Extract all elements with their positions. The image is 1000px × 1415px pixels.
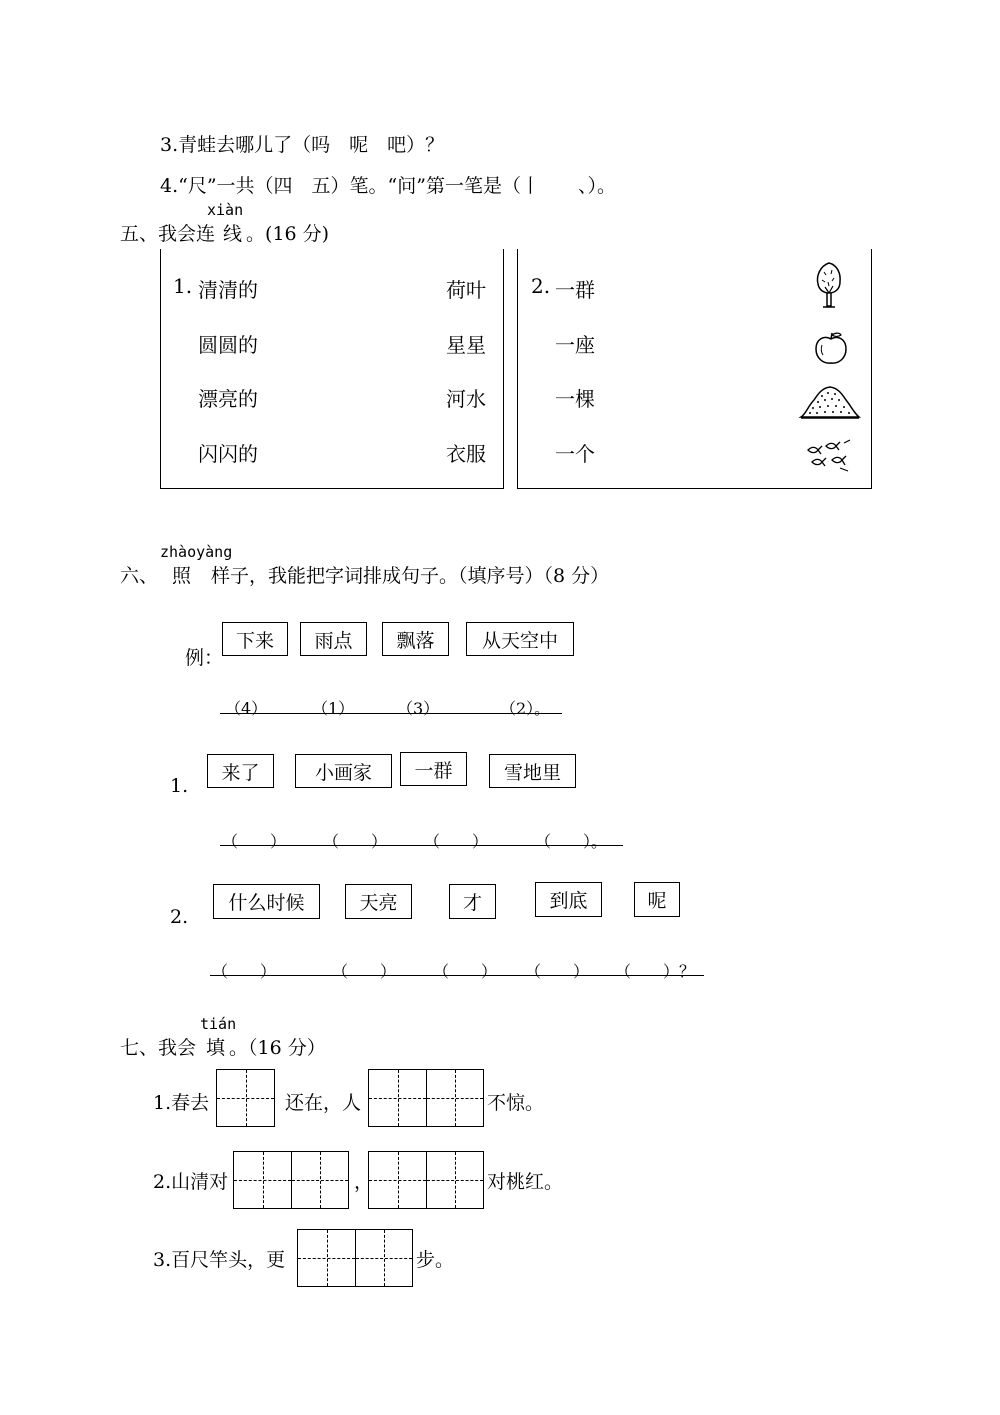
apple-icon — [812, 330, 850, 368]
q1-label: 1. — [170, 775, 189, 797]
pinyin-tian: tián — [200, 1015, 237, 1033]
fill-q1-text-a: 1.春去 — [153, 1092, 210, 1114]
section6-heading-rest: 子，我能把字词排成句子。（填序号）（8 分） — [230, 565, 610, 587]
match2-word: 一座 — [555, 333, 595, 357]
fill-q2-text-b: ， — [354, 1171, 374, 1193]
fill-q3-text-c: 步。 — [416, 1249, 455, 1271]
section7-heading-word: 填 — [206, 1037, 226, 1059]
q1-blank[interactable]: （ ） — [424, 832, 489, 851]
pinyin-xian: xiàn — [207, 201, 244, 219]
word-card: 飘落 — [382, 622, 449, 656]
word-card: 来了 — [207, 754, 274, 788]
writing-grid[interactable] — [368, 1069, 484, 1127]
section5-heading-score: 。(16 分) — [246, 223, 330, 245]
word-card: 呢 — [634, 882, 680, 917]
example-answer: （4） — [225, 699, 268, 718]
word-card: 雪地里 — [489, 754, 576, 788]
word-card: 一群 — [400, 752, 467, 786]
word-card: 下来 — [222, 622, 288, 656]
section6-heading — [120, 561, 609, 588]
word-card: 什么时候 — [213, 884, 320, 919]
section5-heading-prefix: 五、我会连 — [120, 223, 216, 245]
tree-icon — [812, 260, 846, 310]
q2-blank[interactable]: （ ） — [332, 962, 397, 981]
q1-blank[interactable]: （ ） — [222, 832, 287, 851]
section5-heading-word: 线 — [223, 223, 243, 245]
q1-blank[interactable]: （ ）。 — [535, 832, 608, 851]
writing-grid[interactable] — [216, 1069, 275, 1127]
hill-icon — [798, 380, 862, 422]
question-4-3: 3.青蛙去哪儿了（吗 呢 吧）？ — [160, 134, 445, 156]
fill-q1-text-b: 还在，人 — [285, 1092, 362, 1114]
q2-blank[interactable]: （ ）？ — [615, 962, 696, 981]
example-answer: （2）。 — [500, 699, 551, 718]
word-card: 才 — [449, 884, 496, 919]
q2-blank[interactable]: （ ） — [525, 962, 590, 981]
match1-right-word: 河水 — [446, 387, 486, 411]
match1-left-word: 漂亮的 — [198, 387, 258, 411]
section7-heading — [120, 1033, 326, 1060]
q2-label: 2. — [170, 906, 189, 928]
q1-underline — [220, 845, 623, 846]
example-answer: （1） — [312, 699, 355, 718]
example-label: 例： — [185, 647, 224, 669]
section6-heading-word2: 样 — [211, 565, 231, 587]
word-card: 从天空中 — [466, 622, 574, 656]
match2-word: 一个 — [555, 442, 595, 466]
word-card: 天亮 — [345, 884, 412, 919]
section5-heading — [120, 219, 329, 246]
q2-blank[interactable]: （ ） — [433, 962, 498, 981]
fill-q3-text-a: 3.百尺竿头，更 — [153, 1249, 286, 1271]
q2-blank[interactable]: （ ） — [212, 962, 277, 981]
match1-right-word: 荷叶 — [446, 278, 486, 302]
match2-word: 一群 — [555, 278, 595, 302]
example-answer: （3） — [397, 699, 440, 718]
section6-heading-word1: 照 — [172, 565, 192, 587]
q2-underline — [210, 975, 704, 976]
match1-left-word: 闪闪的 — [198, 442, 258, 466]
fill-q2-text-a: 2.山清对 — [153, 1171, 229, 1193]
fill-q2-text-c: 对桃红。 — [487, 1171, 564, 1193]
birds-icon — [804, 438, 854, 474]
word-card: 小画家 — [295, 754, 392, 788]
match1-right-word: 星星 — [446, 333, 486, 357]
section7-heading-prefix: 七、我会 — [120, 1037, 197, 1059]
match1-left-word: 清清的 — [198, 278, 258, 302]
writing-grid[interactable] — [368, 1151, 484, 1209]
word-card: 雨点 — [300, 622, 367, 656]
question-4-4: 4.“尺”一共（四 五）笔。“问”第一笔是（丨 、）。 — [160, 175, 616, 197]
match1-label: 1. — [173, 274, 193, 298]
section6-heading-prefix: 六、 — [120, 565, 159, 587]
pinyin-zhaoyang: zhàoyàng — [160, 543, 233, 561]
match1-left-word: 圆圆的 — [198, 333, 258, 357]
writing-grid[interactable] — [233, 1151, 349, 1209]
writing-grid[interactable] — [297, 1229, 413, 1287]
example-underline — [220, 713, 562, 714]
fill-q1-text-c: 不惊。 — [487, 1092, 545, 1114]
word-card: 到底 — [535, 882, 602, 917]
section7-heading-score: 。（16 分） — [229, 1037, 326, 1059]
match2-label: 2. — [531, 274, 551, 298]
match1-right-word: 衣服 — [446, 442, 486, 466]
match2-word: 一棵 — [555, 387, 595, 411]
q1-blank[interactable]: （ ） — [323, 832, 388, 851]
